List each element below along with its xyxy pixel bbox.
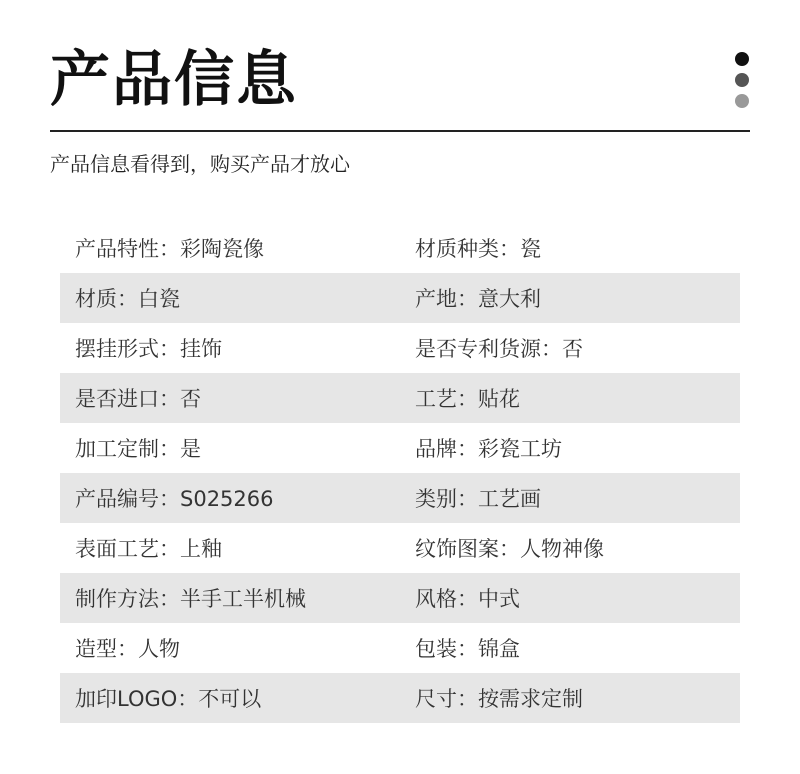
spec-cell: 产品编号：S025266 xyxy=(75,487,274,511)
product-info-table xyxy=(60,223,740,723)
dot-light xyxy=(735,94,749,108)
header-divider xyxy=(50,130,750,132)
spec-cell: 产品特性：彩陶瓷像 xyxy=(75,237,264,261)
table-row xyxy=(60,573,740,623)
page-title: 产品信息 xyxy=(50,45,298,115)
table-row xyxy=(60,623,740,673)
table-row xyxy=(60,323,740,373)
spec-cell: 是否专利货源：否 xyxy=(415,337,583,361)
page-subtitle: 产品信息看得到，购买产品才放心 xyxy=(50,152,350,176)
spec-cell: 工艺：贴花 xyxy=(415,387,520,411)
table-row xyxy=(60,473,740,523)
table-row xyxy=(60,523,740,573)
decorative-dots xyxy=(735,52,749,115)
spec-cell: 包装：锦盒 xyxy=(415,637,520,661)
spec-cell: 制作方法：半手工半机械 xyxy=(75,587,306,611)
spec-cell: 表面工艺：上釉 xyxy=(75,537,222,561)
spec-cell: 类别：工艺画 xyxy=(415,487,541,511)
spec-cell: 加印LOGO：不可以 xyxy=(75,687,262,711)
spec-cell: 是否进口：否 xyxy=(75,387,201,411)
spec-cell: 材质种类：瓷 xyxy=(415,237,541,261)
table-row xyxy=(60,673,740,723)
spec-cell: 风格：中式 xyxy=(415,587,520,611)
dot-dark xyxy=(735,52,749,66)
spec-cell: 产地：意大利 xyxy=(415,287,541,311)
table-row xyxy=(60,223,740,273)
spec-cell: 品牌：彩瓷工坊 xyxy=(415,437,562,461)
table-row xyxy=(60,373,740,423)
table-row xyxy=(60,423,740,473)
spec-cell: 加工定制：是 xyxy=(75,437,201,461)
table-row xyxy=(60,273,740,323)
spec-cell: 材质：白瓷 xyxy=(75,287,180,311)
spec-cell: 纹饰图案：人物神像 xyxy=(415,537,604,561)
spec-cell: 尺寸：按需求定制 xyxy=(415,687,583,711)
dot-medium xyxy=(735,73,749,87)
spec-cell: 摆挂形式：挂饰 xyxy=(75,337,222,361)
spec-cell: 造型：人物 xyxy=(75,637,180,661)
